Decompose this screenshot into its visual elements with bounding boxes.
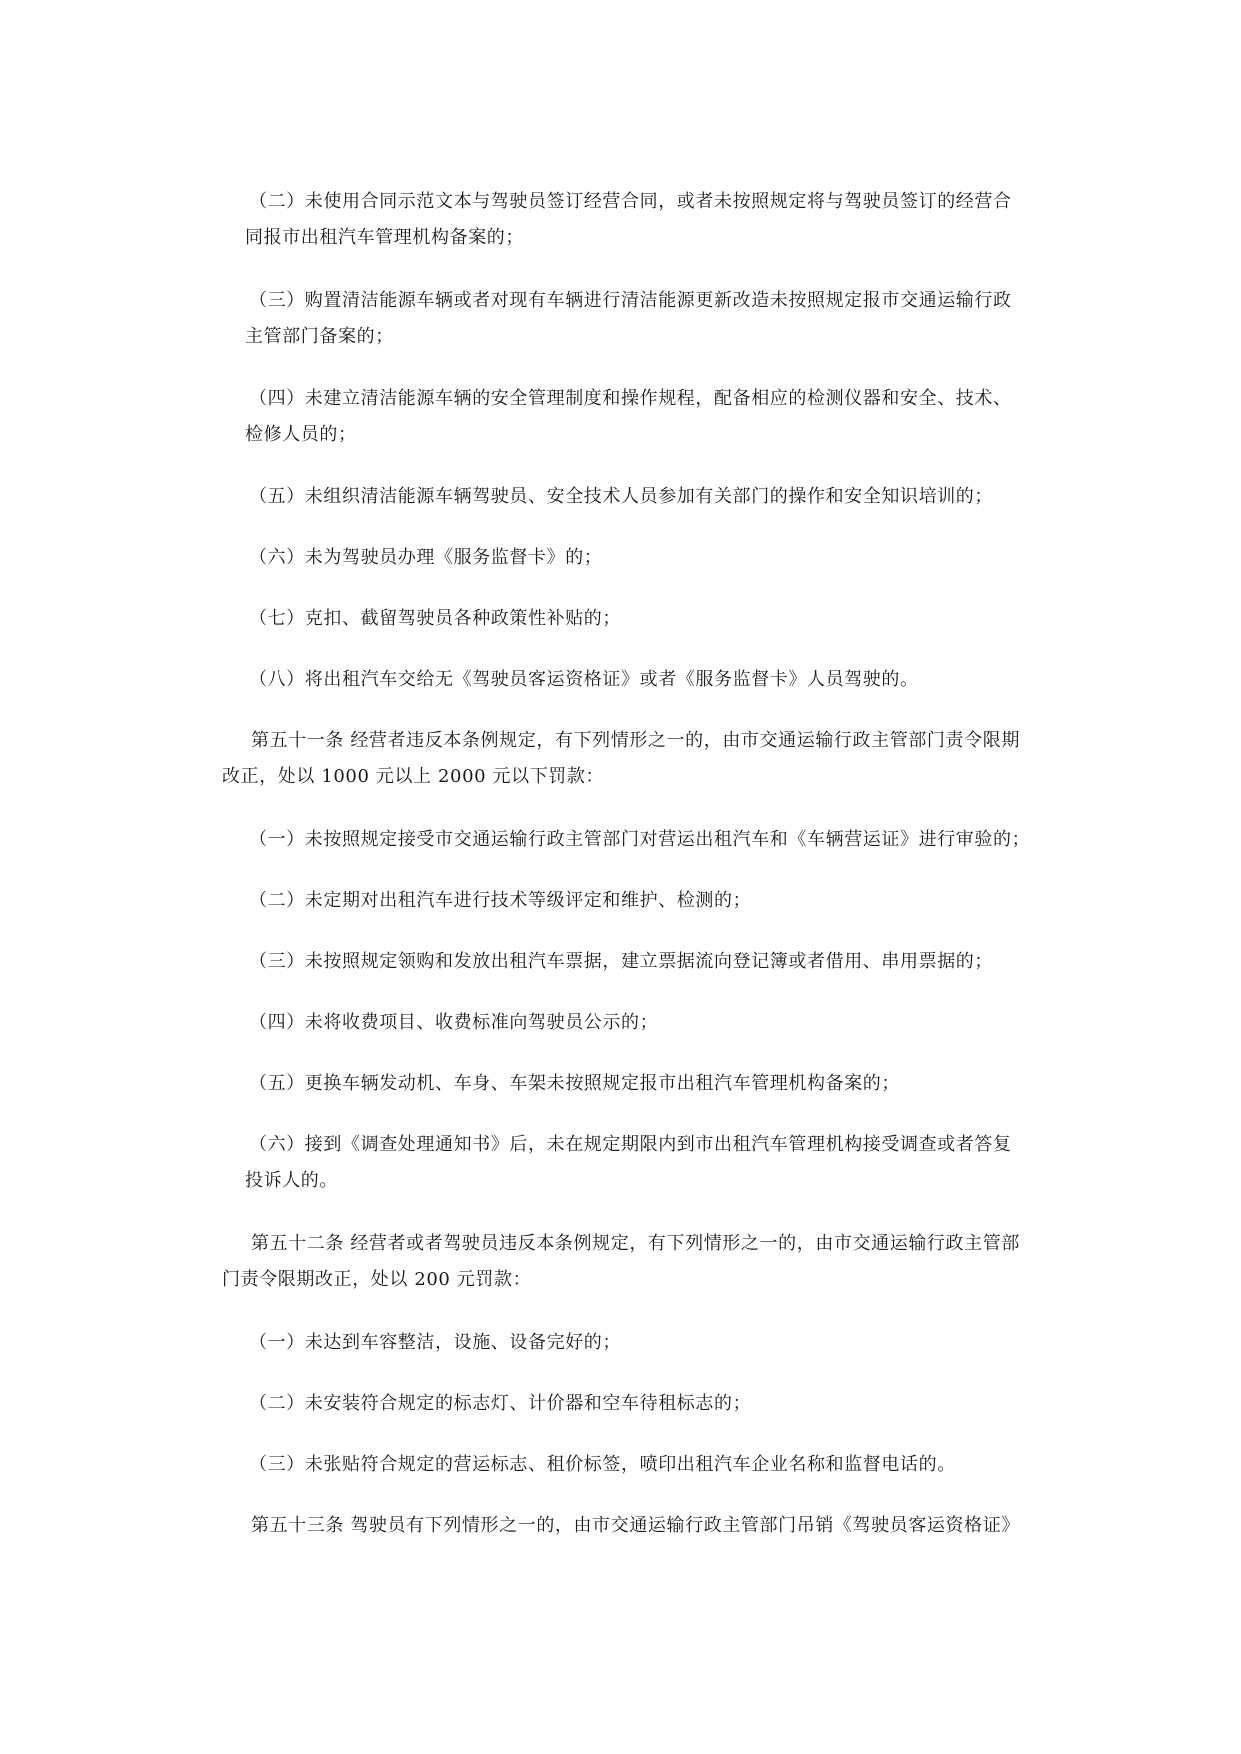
text-line: （三）未张贴符合规定的营运标志、租价标签，喷印出租汽车企业名称和监督电话的。 bbox=[249, 1454, 956, 1475]
text-line: 主管部门备案的； bbox=[245, 326, 394, 347]
clause-paragraph bbox=[249, 1447, 1029, 1483]
text-line: （六）未为驾驶员办理《服务监督卡》的； bbox=[249, 547, 603, 568]
text-line: （二）未安装符合规定的标志灯、计价器和空车待租标志的； bbox=[249, 1393, 752, 1414]
clause-paragraph bbox=[249, 944, 1029, 980]
text-line: （八）将出租汽车交给无《驾驶员客运资格证》或者《服务监督卡》人员驾驶的。 bbox=[249, 669, 919, 690]
clause-paragraph bbox=[249, 601, 1029, 637]
text-line: （三）未按照规定领购和发放出租汽车票据，建立票据流向登记簿或者借用、串用票据的； bbox=[249, 951, 993, 972]
text-line: （四）未将收费项目、收费标准向驾驶员公示的； bbox=[249, 1012, 659, 1033]
text-line: （四）未建立清洁能源车辆的安全管理制度和操作规程，配备相应的检测仪器和安全、技术、 bbox=[249, 388, 1012, 409]
text-line: 投诉人的。 bbox=[245, 1170, 338, 1191]
clause-paragraph bbox=[249, 1386, 1029, 1422]
clause-paragraph bbox=[249, 1066, 1029, 1102]
text-line: （二）未定期对出租汽车进行技术等级评定和维护、检测的； bbox=[249, 890, 752, 911]
text-line: 第五十一条 经营者违反本条例规定，有下列情形之一的，由市交通运输行政主管部门责令限期 bbox=[251, 730, 1020, 751]
text-line: 检修人员的； bbox=[245, 424, 357, 445]
text-line: （三）购置清洁能源车辆或者对现有车辆进行清洁能源更新改造未按照规定报市交通运输行政 bbox=[249, 290, 1012, 311]
clause-paragraph bbox=[245, 283, 1029, 355]
clause-paragraph bbox=[245, 381, 1029, 453]
clause-paragraph bbox=[249, 883, 1029, 919]
text-line: 第五十二条 经营者或者驾驶员违反本条例规定，有下列情形之一的，由市交通运输行政主管部 bbox=[251, 1233, 1020, 1254]
article-paragraph bbox=[222, 1226, 1031, 1298]
text-line: 第五十三条 驾驶员有下列情形之一的，由市交通运输行政主管部门吊销《驾驶员客运资格证》 bbox=[251, 1515, 1020, 1536]
text-line: （一）未按照规定接受市交通运输行政主管部门对营运出租汽车和《车辆营运证》进行审验的； bbox=[249, 829, 1031, 850]
text-line: （二）未使用合同示范文本与驾驶员签订经营合同，或者未按照规定将与驾驶员签订的经营合 bbox=[249, 191, 1012, 212]
text-line: 改正，处以 1000 元以上 2000 元以下罚款： bbox=[222, 766, 605, 787]
clause-paragraph bbox=[249, 662, 1029, 698]
text-line: （七）克扣、截留驾驶员各种政策性补贴的； bbox=[249, 608, 621, 629]
text-line: 门责令限期改正，处以 200 元罚款： bbox=[222, 1269, 532, 1290]
clause-paragraph bbox=[245, 184, 1029, 256]
clause-paragraph bbox=[249, 822, 1029, 858]
clause-paragraph bbox=[249, 540, 1029, 576]
text-line: 同报市出租汽车管理机构备案的； bbox=[245, 227, 524, 248]
article-paragraph bbox=[222, 723, 1031, 795]
clause-paragraph bbox=[249, 1325, 1029, 1361]
clause-paragraph bbox=[245, 1127, 1029, 1199]
text-line: （六）接到《调查处理通知书》后，未在规定期限内到市出租汽车管理机构接受调查或者答复 bbox=[249, 1134, 1012, 1155]
text-line: （五）未组织清洁能源车辆驾驶员、安全技术人员参加有关部门的操作和安全知识培训的； bbox=[249, 486, 993, 507]
text-line: （一）未达到车容整洁，设施、设备完好的； bbox=[249, 1332, 621, 1353]
article-paragraph bbox=[251, 1508, 1031, 1544]
clause-paragraph bbox=[249, 479, 1029, 515]
text-line: （五）更换车辆发动机、车身、车架未按照规定报市出租汽车管理机构备案的； bbox=[249, 1073, 900, 1094]
clause-paragraph bbox=[249, 1005, 1029, 1041]
